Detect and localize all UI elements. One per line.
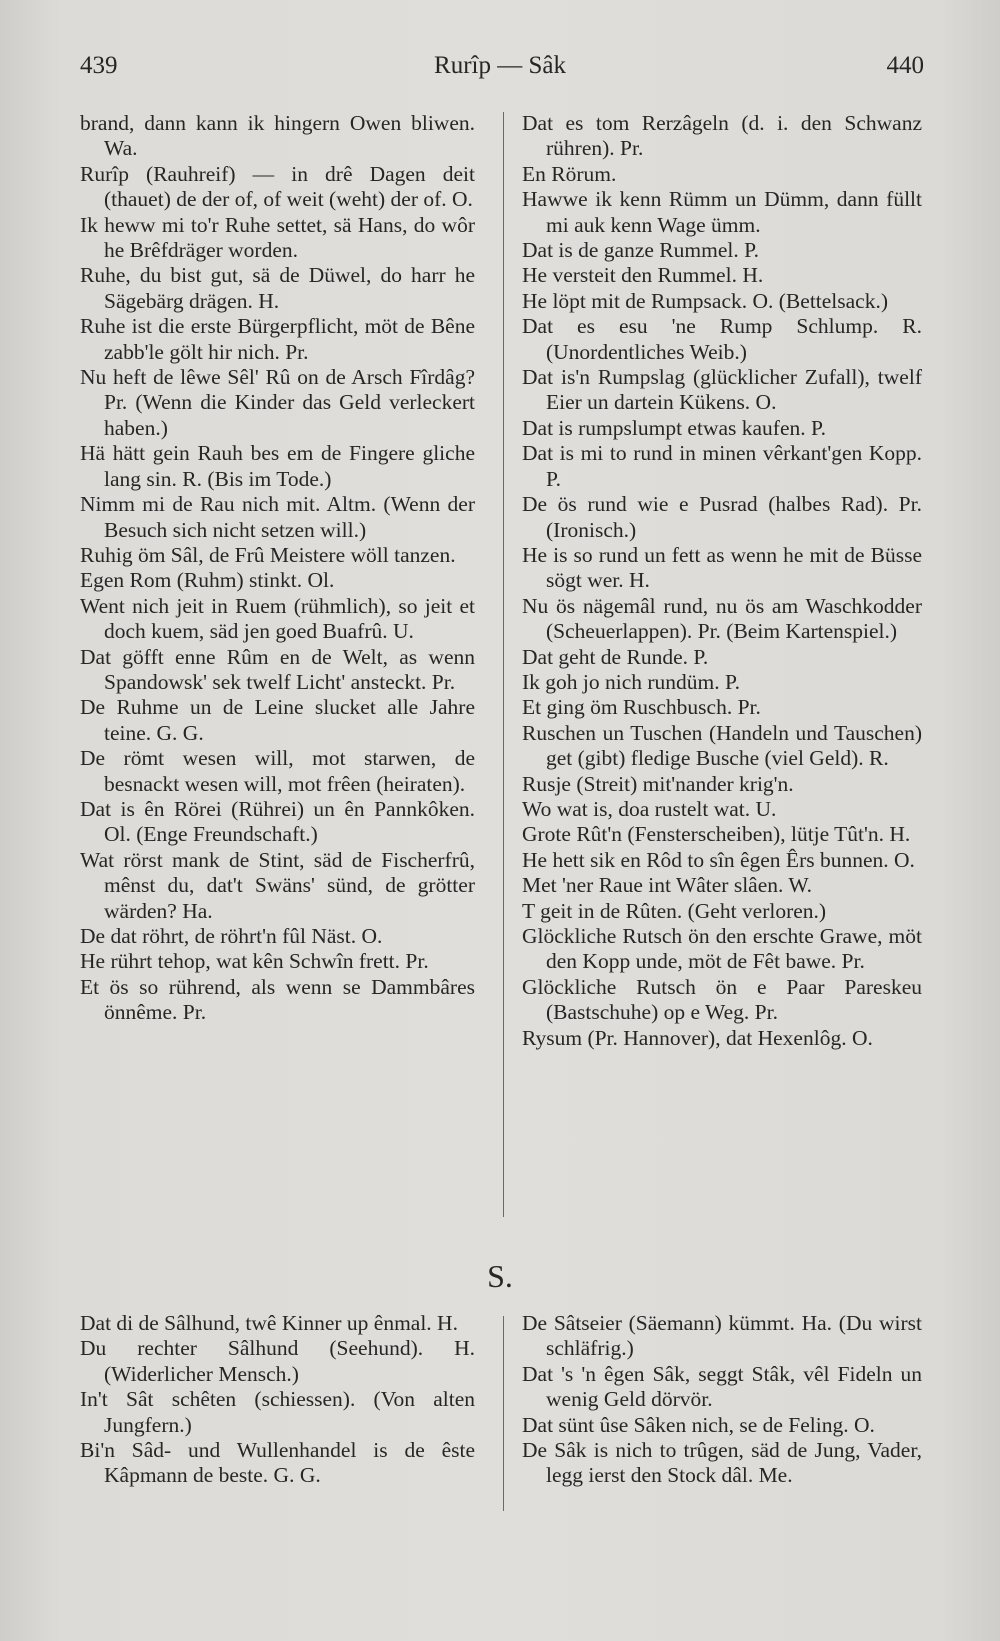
proverb-entry: He rührt tehop, wat kên Schwîn frett. Pr. [80,949,429,974]
top-left-column [80,111,475,1026]
proverb-entry: Went nich jeit in Ruem (rühmlich), so jeit et doch kuem, säd jen goed Buafrû. U. [80,593,475,644]
section-heading: S. [487,1258,513,1294]
proverb-entry: Egen Rom (Ruhm) stinkt. Ol. [80,568,335,593]
proverb-entry: De dat röhrt, de röhrt'n fûl Näst. O. [80,924,383,948]
column-divider-bottom [503,1316,504,1511]
bottom-left-column [80,1311,475,1489]
proverb-entry: Hawwe ik kenn Rümm un Dümm, dann füllt mi auk kenn Wage ümm. [522,187,922,237]
proverb-entry: Ruschen un Tuschen (Handeln und Tauschen) get (gibt) fledige Busche (viel Geld). R. [522,720,922,771]
proverb-entry: De Sâk is nich to trûgen, säd de Jung, Vader, legg ierst den Stock dâl. Me. [522,1438,922,1488]
running-title: Rurîp — Sâk [434,52,566,79]
top-right-column [522,111,922,1051]
proverb-entry: Dat es esu 'ne Rump Schlump. R. (Unordentliches Weib.) [522,314,922,364]
proverb-entry: Ruhe ist die erste Bürgerpflicht, möt de Bêne zabb'le gölt hir nich. Pr. [80,314,475,364]
column-divider-top [503,112,504,1217]
proverb-entry: Met 'ner Raue int Wâter slâen. W. [522,873,813,898]
page-header [0,52,1000,86]
proverb-entry: He is so rund un fett as wenn he mit de Büsse sögt wer. H. [522,542,922,593]
proverb-entry: Dat 's 'n êgen Sâk, seggt Stâk, vêl Fideln un wenig Geld dörvör. [522,1361,922,1412]
proverb-entry: Bi'n Sâd- und Wullenhandel is de êste Kâpmann de beste. G. G. [80,1438,475,1488]
proverb-entry: He hett sik en Rôd to sîn êgen Êrs bunnen. O. [522,847,915,872]
proverb-entry: Dat is'n Rumpslag (glücklicher Zufall), twelf Eier un dartein Kükens. O. [522,365,922,415]
proverb-entry: Wat rörst mank de Stint, säd de Fischerfrû, mênst du, dat't Swäns' sünd, de grötter wärden? Ha. [80,847,475,923]
proverb-entry: De Ruhme un de Leine slucket alle Jahre teine. G. G. [80,695,475,745]
proverb-entry: Dat is rumpslumpt etwas kaufen. P. [522,415,826,440]
proverb-entry: He versteit den Rummel. H. [522,263,764,288]
proverb-entry: Et ging öm Ruschbusch. Pr. [522,695,761,720]
proverb-entry: Du rechter Sâlhund (Seehund). H. (Widerlicher Mensch.) [80,1336,475,1386]
proverb-entry: Ik goh jo nich rundüm. P. [522,669,740,694]
proverb-entry: Dat di de Sâlhund, twê Kinner up ênmal. H. [80,1311,458,1335]
proverb-entry: Dat is de ganze Rummel. P. [522,238,760,263]
proverb-entry: Rusje (Streit) mit'nander krig'n. [522,771,794,796]
proverb-entry: Rurîp (Rauhreif) — in drê Dagen deit (thauet) de der of, of weit (weht) der of. O. [80,161,475,212]
proverb-entry: Dat sünt ûse Sâken nich, se de Feling. O. [522,1412,875,1437]
proverb-entry: Nu ös nägemâl rund, nu ös am Waschkodder (Scheuerlappen). Pr. (Beim Kartenspiel.) [522,593,922,644]
proverb-entry: En Rörum. [522,161,617,186]
proverb-entry: Nimm mi de Rau nich mit. Altm. (Wenn der Besuch sich nicht setzen will.) [80,492,475,542]
right-page-number: 440 [886,52,924,79]
proverb-entry: T geit in de Rûten. (Geht verloren.) [522,898,827,923]
proverb-entry: Dat is ên Rörei (Rührei) un ên Pannkôken. Ol. (Enge Freundschaft.) [80,796,475,847]
proverb-entry: Dat geht de Runde. P. [522,644,709,669]
left-page-number: 439 [80,52,118,79]
proverb-entry: Ik heww mi to'r Ruhe settet, sä Hans, do wôr he Brêfdräger worden. [80,212,475,263]
proverb-entry: Dat göfft enne Rûm en de Welt, as wenn Spandowsk' sek twelf Licht' ansteckt. Pr. [80,644,475,694]
proverb-entry: Glöckliche Rutsch ön e Paar Pareskeu (Bastschuhe) op e Weg. Pr. [522,974,922,1025]
proverb-entry: Et ös so rührend, als wenn se Dammbâres önnême. Pr. [80,974,475,1025]
proverb-entry: He löpt mit de Rumpsack. O. (Bettelsack.) [522,288,889,313]
proverb-entry: Wo wat is, doa rustelt wat. U. [522,796,777,821]
proverb-entry: Hä hätt gein Rauh bes em de Fingere gliche lang sin. R. (Bis im Tode.) [80,441,475,491]
proverb-entry: Rysum (Pr. Hannover), dat Hexenlôg. O. [522,1025,873,1050]
proverb-entry: Ruhe, du bist gut, sä de Düwel, do harr he Sägebärg drägen. H. [80,263,475,313]
proverb-entry: Ruhig öm Sâl, de Frû Meistere wöll tanzen. [80,542,456,567]
proverb-entry: In't Sât schêten (schiessen). (Von alten Jungfern.) [80,1387,475,1437]
proverb-entry: brand, dann kann ik hingern Owen bliwen. Wa. [80,111,475,161]
proverb-entry: Dat es tom Rerzâgeln (d. i. den Schwanz rühren). Pr. [522,111,922,161]
bottom-right-column [522,1311,922,1489]
proverb-entry: De ös rund wie e Pusrad (halbes Rad). Pr. (Ironisch.) [522,492,922,542]
proverb-entry: Glöckliche Rutsch ön den erschte Grawe, möt den Kopp unde, möt de Fêt bawe. Pr. [522,924,922,974]
proverb-entry: De Sâtseier (Säemann) kümmt. Ha. (Du wirst schläfrig.) [522,1311,922,1361]
proverb-entry: De römt wesen will, mot starwen, de besnackt wesen will, mot frêen (heiraten). [80,746,475,796]
proverb-entry: Nu heft de lêwe Sêl' Rû on de Arsch Fîrdâg? Pr. (Wenn die Kinder das Geld verleckert haben.) [80,365,475,440]
proverb-entry: Dat is mi to rund in minen vêrkant'gen Kopp. P. [522,441,922,491]
proverb-entry: Grote Rût'n (Fensterscheiben), lütje Tût'n. H. [522,822,911,847]
